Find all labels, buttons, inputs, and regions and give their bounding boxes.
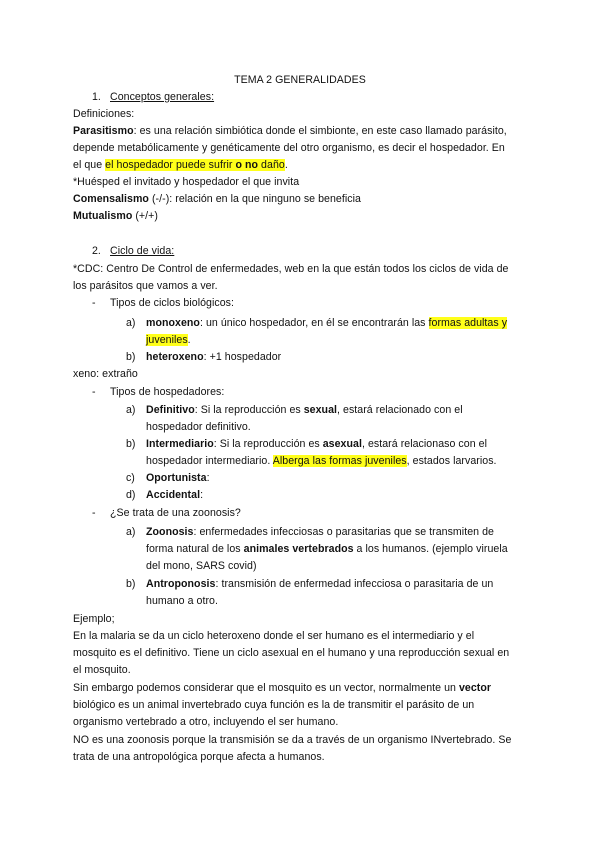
page-title: TEMA 2 GENERALIDADES bbox=[234, 74, 366, 86]
section-2-heading: Ciclo de vida: bbox=[110, 245, 175, 257]
antroponosis-line-1 bbox=[146, 578, 493, 591]
monoxeno-line-1 bbox=[146, 317, 507, 330]
zoonosis-text-1: : enfermedades infecciosas o parasitarias que se transmiten de bbox=[193, 526, 494, 538]
intermediario-text-3: , estará relacionaso con el bbox=[361, 438, 487, 450]
mutualismo-term: Mutualismo bbox=[73, 210, 133, 222]
definitivo-line-2: hospedador definitivo. bbox=[146, 421, 251, 433]
oportunista-term: Oportunista bbox=[146, 472, 207, 484]
oportunista-colon: : bbox=[206, 472, 210, 484]
parasitismo-text-3c: o no bbox=[235, 159, 259, 171]
zoonosis-line-1 bbox=[146, 526, 494, 539]
definitivo-text-1: : Si la reproducción es bbox=[194, 404, 304, 416]
ejemplo-line-7: NO es una zoonosis porque la transmisión se da a través de un organismo INvertebrado. Se bbox=[73, 734, 512, 746]
comensalismo-line bbox=[73, 193, 361, 206]
parasitismo-text-3e: . bbox=[284, 159, 288, 171]
definitivo-term: Definitivo bbox=[146, 404, 195, 416]
heteroxeno-letter: b) bbox=[126, 351, 136, 363]
definitivo-sexual: sexual bbox=[303, 404, 338, 416]
zoonosis-letter: a) bbox=[126, 526, 136, 538]
heteroxeno-term: heteroxeno bbox=[146, 351, 204, 363]
accidental-line bbox=[146, 489, 203, 502]
ejemplo-line-4 bbox=[73, 682, 491, 695]
monoxeno-end: . bbox=[187, 334, 191, 346]
parasitismo-term: Parasitismo bbox=[73, 125, 134, 137]
zoonosis-line-3: del mono, SARS covid) bbox=[146, 560, 257, 572]
oportunista-line bbox=[146, 472, 210, 485]
parasitismo-text-3a: el que bbox=[73, 159, 106, 171]
ejemplo-line-8: trata de una antropológica porque afecta a humanos. bbox=[73, 751, 325, 763]
section-1-number: 1. bbox=[92, 91, 101, 103]
ejemplo-vector: vector bbox=[458, 682, 492, 694]
highlight-formas-adultas: formas adultas y bbox=[428, 317, 508, 329]
comensalismo-term: Comensalismo bbox=[73, 193, 149, 205]
bullet-dash: - bbox=[92, 297, 96, 309]
intermediario-term: Intermediario bbox=[146, 438, 214, 450]
heteroxeno-text: : +1 hospedador bbox=[203, 351, 282, 363]
ejemplo-line-6: organismo vertebrado a otro, incluyendo el ser humano. bbox=[73, 716, 339, 728]
parasitismo-line-3 bbox=[73, 159, 288, 172]
intermediario-asexual: asexual bbox=[322, 438, 362, 450]
xeno-note: xeno: extraño bbox=[73, 368, 138, 380]
definitivo-line-1 bbox=[146, 404, 463, 417]
huesped-note: *Huésped el invitado y hospedador el que invita bbox=[73, 176, 300, 188]
definitivo-letter: a) bbox=[126, 404, 136, 416]
parasitismo-text-3d: daño bbox=[258, 159, 285, 171]
cdc-line-2: los parásitos que vamos a ver. bbox=[73, 280, 218, 292]
cdc-line-1: *CDC: Centro De Control de enfermedades, web en la que están todos los ciclos de vida de bbox=[73, 263, 509, 275]
oportunista-letter: c) bbox=[126, 472, 135, 484]
intermediario-line-1 bbox=[146, 438, 487, 451]
antroponosis-text-1: : transmisión de enfermedad infecciosa o parasitaria de un bbox=[215, 578, 494, 590]
comensalismo-text: (-/-): relación en la que ninguno se beneficia bbox=[148, 193, 361, 205]
parasitismo-line-1 bbox=[73, 125, 507, 138]
intermediario-text-2b: , estados larvarios. bbox=[406, 455, 497, 467]
accidental-letter: d) bbox=[126, 489, 136, 501]
zoonosis-question: ¿Se trata de una zoonosis? bbox=[110, 507, 241, 519]
antroponosis-term: Antroponosis bbox=[146, 578, 216, 590]
accidental-term: Accidental bbox=[146, 489, 201, 501]
intermediario-line-2 bbox=[146, 455, 497, 468]
intermediario-text-1: : Si la reproducción es bbox=[213, 438, 323, 450]
parasitismo-text-3b: el hospedador puede sufrir bbox=[105, 159, 236, 171]
highlight-juveniles: juveniles bbox=[146, 334, 188, 346]
zoonosis-text-2c: a los humanos. (ejemplo viruela bbox=[353, 543, 508, 555]
parasitismo-text-1: : es una relación simbiótica donde el simbionte, en este caso llamado parásito, bbox=[133, 125, 507, 137]
accidental-colon: : bbox=[200, 489, 204, 501]
ejemplo-line-3: el mosquito. bbox=[73, 664, 131, 676]
highlight-hospedador-sufrir bbox=[105, 159, 285, 171]
ejemplo-line-2: mosquito es el definitivo. Tiene un ciclo asexual en el humano y una reproducción sexual en bbox=[73, 647, 510, 659]
heteroxeno-line bbox=[146, 351, 281, 364]
ejemplo-line-1: En la malaria se da un ciclo heteroxeno donde el ser humano es el intermediario y el bbox=[73, 630, 475, 642]
zoonosis-animales-vertebrados: animales vertebrados bbox=[243, 543, 354, 555]
zoonosis-line-2 bbox=[146, 543, 508, 556]
section-2-number: 2. bbox=[92, 245, 101, 257]
monoxeno-line-2 bbox=[146, 334, 191, 347]
ejemplo-line-5: biológico es un animal invertebrado cuya función es la de transmitir el parásito de un bbox=[73, 699, 475, 711]
highlight-formas-juveniles: Alberga las formas juveniles bbox=[272, 455, 407, 467]
ejemplo-text-4a: Sin embargo podemos considerar que el mosquito es un vector, normalmente un bbox=[73, 682, 459, 694]
intermediario-letter: b) bbox=[126, 438, 136, 450]
section-1-heading: Conceptos generales: bbox=[110, 91, 215, 103]
monoxeno-term: monoxeno bbox=[146, 317, 200, 329]
zoonosis-text-2a: forma natural de los bbox=[146, 543, 244, 555]
monoxeno-letter: a) bbox=[126, 317, 136, 329]
bullet-dash: - bbox=[92, 386, 96, 398]
bullet-dash: - bbox=[92, 507, 96, 519]
monoxeno-text: : un único hospedador, en él se encontrarán las bbox=[199, 317, 429, 329]
mutualismo-line bbox=[73, 210, 158, 223]
definitivo-text-3: , estará relacionado con el bbox=[337, 404, 463, 416]
zoonosis-term: Zoonosis bbox=[146, 526, 194, 538]
definiciones-label: Definiciones: bbox=[73, 108, 135, 120]
intermediario-text-2a: hospedador intermediario. bbox=[146, 455, 273, 467]
antroponosis-letter: b) bbox=[126, 578, 136, 590]
ejemplo-label: Ejemplo; bbox=[73, 613, 115, 625]
tipos-hospedadores-label: Tipos de hospedadores: bbox=[110, 386, 225, 398]
tipos-ciclos-label: Tipos de ciclos biológicos: bbox=[110, 297, 235, 309]
antroponosis-line-2: humano a otro. bbox=[146, 595, 218, 607]
parasitismo-line-2: depende metabólicamente y genéticamente del otro organismo, es decir el hospedador. En bbox=[73, 142, 505, 154]
mutualismo-text: (+/+) bbox=[132, 210, 158, 222]
